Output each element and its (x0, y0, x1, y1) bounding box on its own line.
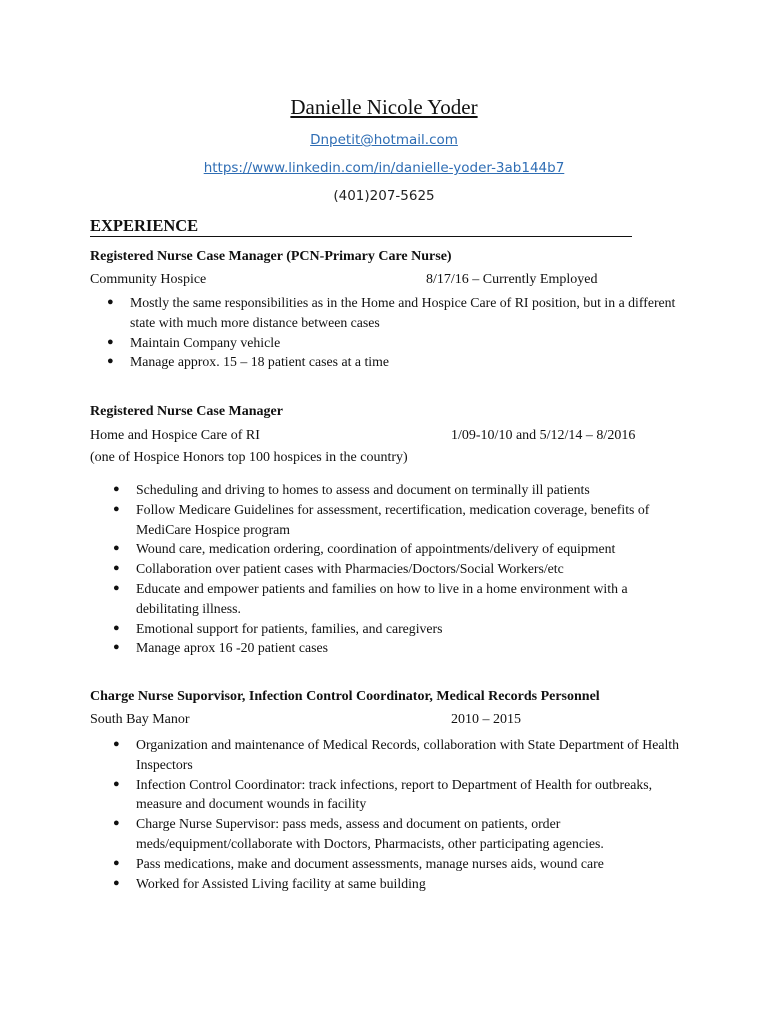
bullet-icon: ● (113, 621, 120, 634)
employer: Home and Hospice Care of RI (90, 428, 260, 443)
job-entry (90, 688, 690, 893)
candidate-name: Danielle Nicole Yoder (290, 95, 478, 119)
employer: South Bay Manor (90, 712, 190, 727)
job-meta-row (90, 427, 690, 445)
list-item: ● Pass medications, make and document assessments, manage nurses aids, wound care (90, 854, 680, 874)
linkedin-link[interactable]: https://www.linkedin.com/in/danielle-yoder-3ab144b7 (203, 160, 565, 176)
bullet-icon: ● (113, 876, 120, 889)
bullet-icon: ● (113, 777, 120, 790)
job-title: Registered Nurse Case Manager (90, 404, 283, 419)
bullet-icon: ● (113, 542, 120, 555)
list-item: ● Scheduling and driving to homes to assess and document on terminally ill patients (90, 480, 690, 500)
list-item: ● Mostly the same responsibilities as in the Home and Hospice Care of RI position, but in a different state with much more distance between cases (107, 295, 676, 330)
job-entry (90, 248, 690, 372)
list-item: ● Organization and maintenance of Medical Records, collaboration with State Department of Health Inspectors (113, 737, 680, 772)
list-item: ● Infection Control Coordinator: track infections, report to Department of Health for outbreaks, measure and document wounds in facility (113, 776, 653, 812)
bullet-icon: ● (113, 641, 120, 654)
bullet-list (90, 293, 686, 372)
bullet-list (90, 735, 680, 893)
list-item: ● Manage approx. 15 – 18 patient cases at a time (90, 352, 686, 372)
bullet-icon: ● (113, 856, 120, 869)
bullet-icon: ● (113, 562, 120, 575)
job-dates: 8/17/16 – Currently Employed (426, 272, 598, 287)
list-item: ● Maintain Company vehicle (90, 333, 686, 353)
employer-note: (one of Hospice Honors top 100 hospices in the country) (90, 450, 408, 465)
list-item: ● Wound care, medication ordering, coordination of appointments/delivery of equipment (90, 539, 690, 559)
experience-heading: EXPERIENCE (90, 216, 632, 237)
job-dates: 2010 – 2015 (451, 712, 521, 727)
bullet-list (90, 480, 690, 658)
list-item: ● Worked for Assisted Living facility at same building (90, 874, 680, 894)
bullet-icon: ● (107, 296, 114, 308)
list-item: ● Charge Nurse Supervisor: pass meds, assess and document on patients, order meds/equipment/collaborate with Doctors, Pharmacists, other participating agencies. (113, 816, 604, 851)
bullet-icon: ● (107, 355, 114, 368)
job-dates: 1/09-10/10 and 5/12/14 – 8/2016 (451, 428, 636, 443)
list-item: ● Follow Medicare Guidelines for assessment, recertification, medication coverage, benefits of MediCare Hospice program (113, 501, 650, 537)
job-meta-row (90, 711, 690, 729)
bullet-icon: ● (113, 581, 120, 594)
bullet-icon: ● (113, 738, 120, 750)
list-item: ● Educate and empower patients and families on how to live in a home environment with a debilitating illness. (113, 580, 628, 616)
bullet-icon: ● (113, 483, 120, 495)
list-item: ● Manage aprox 16 -20 patient cases (90, 638, 690, 658)
job-title: Registered Nurse Case Manager (PCN-Primary Care Nurse) (90, 249, 452, 264)
employer: Community Hospice (90, 272, 207, 287)
list-item: ● Collaboration over patient cases with Pharmacies/Doctors/Social Workers/etc (90, 559, 690, 579)
bullet-icon: ● (113, 502, 120, 515)
phone-number: (401)207-5625 (333, 188, 435, 204)
job-meta-row (90, 271, 690, 289)
bullet-icon: ● (113, 817, 120, 830)
job-entry (90, 403, 690, 658)
list-item: ● Emotional support for patients, families, and caregivers (90, 619, 690, 639)
job-title: Charge Nurse Suporvisor, Infection Control Coordinator, Medical Records Personnel (90, 689, 600, 704)
email-link[interactable]: Dnpetit@hotmail.com (310, 132, 458, 148)
bullet-icon: ● (107, 335, 114, 348)
